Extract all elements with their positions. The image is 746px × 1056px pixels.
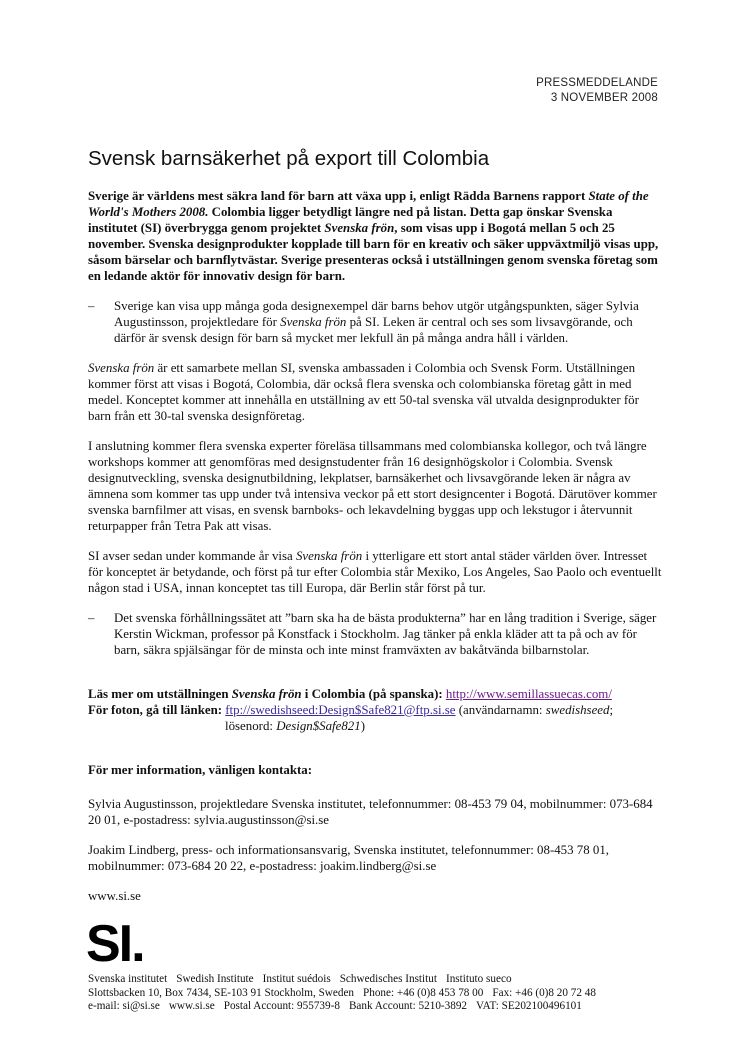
institute-name: Svenska institutet: [88, 973, 168, 985]
project-name: Svenska frön: [231, 687, 302, 701]
document-type: PRESSMEDDELANDE: [536, 77, 658, 89]
username-label: (användarnamn:: [455, 703, 546, 717]
username-end: ;: [609, 703, 614, 717]
dash: –: [88, 299, 95, 313]
project-name: Svenska frön: [295, 549, 363, 563]
document-header: [536, 76, 658, 106]
password-label: lösenord:: [225, 719, 277, 733]
footer-postal: Postal Account: 955739-8: [223, 1000, 340, 1012]
paragraph-workshops: I anslutning kommer flera svenska experter föreläsa tillsammans med colombianska kollegor, och två längre workshops kommer att genomföras med designstudenter från 16 designhögskolor i Colombia. Svensk designutveckling, svenska designutbildning, lekplatser, barnsäkerhet och livsavgörande leken är några av ämnena som kommer tas upp under två intensiva veckor på ett stort designcenter i Bogotá. Därutöver kommer svenska barnfilmer att visas, en svensk barnboks- och lekavdelning byggas upp och lekstugor i återvunnit returpapper från Tetra Pak att visas.: [88, 439, 657, 533]
institute-name: Swedish Institute: [176, 973, 254, 985]
footer-web: www.si.se: [168, 1000, 215, 1012]
password-value: Design$Safe821: [276, 719, 361, 733]
lead-paragraph: [88, 188, 662, 284]
read-more-link[interactable]: http://www.semillassuecas.com/: [445, 687, 612, 701]
footer-account-line: [88, 1000, 688, 1014]
quote-paragraph-2: [88, 610, 662, 658]
page-title: Svensk barnsäkerhet på export till Colombia: [88, 147, 490, 170]
password-line: [88, 719, 365, 733]
quote-paragraph-1: [88, 298, 662, 346]
paragraph-collaboration: [88, 360, 662, 424]
document-body: [88, 188, 662, 918]
tour-text-2: i ytterligare ett stort antal städer världen över. Intresset för konceptet är betydande, och först på tur efter Colombia står Mexiko, Los Angeles, Sao Paolo och eventuellt någon stad i USA, innan konceptet tas till Europa, där Berlin står först på tur.: [88, 549, 662, 595]
institute-name: Instituto sueco: [445, 973, 512, 985]
footer-address-line: [88, 987, 688, 1001]
contact-person-2: Joakim Lindberg, press- och informationsansvarig, Svenska institutet, telefonnummer: 08-453 78 01, mobilnummer: 073-684 20 22, e-postadress: joakim.lindberg@si.se: [88, 843, 610, 873]
username-value: swedishseed: [545, 703, 610, 717]
contact-heading: För mer information, vänligen kontakta:: [88, 763, 313, 777]
institute-name: Schwedisches Institut: [339, 973, 437, 985]
paragraph-tour: [88, 548, 662, 596]
quote1-text-2: på SI. Leken är central och ses som livsavgörande, och därför är svensk design för barn så mycket mer lekfull än på många andra håll i världen.: [114, 315, 633, 345]
footer-email: e-mail: si@si.se: [88, 1000, 160, 1012]
read-more-suffix: i Colombia (på spanska):: [301, 687, 446, 701]
contact-person-1: Sylvia Augustinsson, projektledare Svenska institutet, telefonnummer: 08-453 79 04, mobilnummer: 073-684 20 01, e-postadress: sylvia.augustinsson@si.se: [88, 797, 653, 827]
lead-text-3: , som visas upp i Bogotá mellan 5 och 25 november. Svenska designprodukter kopplade till barn för en kreativ och säker uppväxtmiljö visas upp, såsom bärselar och barnflytvästar. Sverige presenteras också i utställningen genom svenska företag som en ledande aktör för innovativ design för barn.: [88, 221, 659, 283]
links-block: [88, 686, 662, 734]
tour-text-1: SI avser sedan under kommande år visa: [88, 549, 296, 563]
dash: –: [88, 611, 95, 625]
institute-name: Institut suédois: [262, 973, 331, 985]
footer-phone: Phone: +46 (0)8 453 78 00: [363, 986, 484, 999]
quote1-text-1: Sverige kan visa upp många goda designexempel där barns behov utgör utgångspunkten, säger Sylvia Augustinsson, projektledare för: [114, 299, 639, 329]
footer-vat: VAT: SE202100496101: [476, 1000, 582, 1012]
password-end: ): [360, 719, 365, 733]
document-date: 3 NOVEMBER 2008: [550, 92, 658, 104]
project-name: Svenska frön: [280, 315, 347, 329]
footer-address: Slottsbacken 10, Box 7434, SE-103 91 Stockholm, Sweden: [88, 986, 355, 999]
paragraph-collaboration-text: är ett samarbete mellan SI, svenska ambassaden i Colombia och Svensk Form. Utställningen kommer först att visas i Bogotá, Colombia, där också flera svenska och colombianska företag gått in med medel. Konceptet kommer att innehålla en utställning av ett 50-tal svenska väl utvalda designprodukter för barn från ett 30-tal svenska designföretag.: [88, 361, 639, 423]
footer-fax: Fax: +46 (0)8 20 72 48: [492, 986, 596, 999]
footer-institute-names: [88, 973, 688, 987]
project-name: Svenska frön: [88, 361, 155, 375]
lead-text-2: Colombia ligger betydligt längre ned på listan. Detta gap önskar Svenska institutet (SI) överbrygga genom projektet: [88, 205, 613, 235]
photos-prefix: För foton, gå till länken:: [88, 703, 226, 717]
read-more-line: [88, 687, 446, 701]
report-title: State of the World's Mothers 2008.: [88, 189, 649, 219]
quote2-text: Det svenska förhållningssätet att ”barn ska ha de bästa produkterna” har en lång tradition i Sverige, säger Kerstin Wickman, professor på Konstfack i Stockholm. Jag tänker på enkla kläder att ta på och av för barn, säkra spjälsängar för de minsta och inte minst framväxten av bakåtvända bilbarnstolar.: [114, 611, 657, 657]
footer-bank: Bank Account: 5210-3892: [348, 1000, 468, 1012]
read-more-prefix: Läs mer om utställningen: [88, 687, 232, 701]
lead-text-1: Sverige är världens mest säkra land för barn att växa upp i, enligt Rädda Barnens rapport: [88, 189, 589, 203]
website-text: www.si.se: [88, 889, 141, 903]
si-logo: SI.: [86, 915, 144, 973]
project-name: Svenska frön: [324, 221, 395, 235]
footer: [88, 973, 688, 1014]
photos-ftp-link[interactable]: ftp://swedishseed:Design$Safe821@ftp.si.se: [225, 703, 456, 717]
